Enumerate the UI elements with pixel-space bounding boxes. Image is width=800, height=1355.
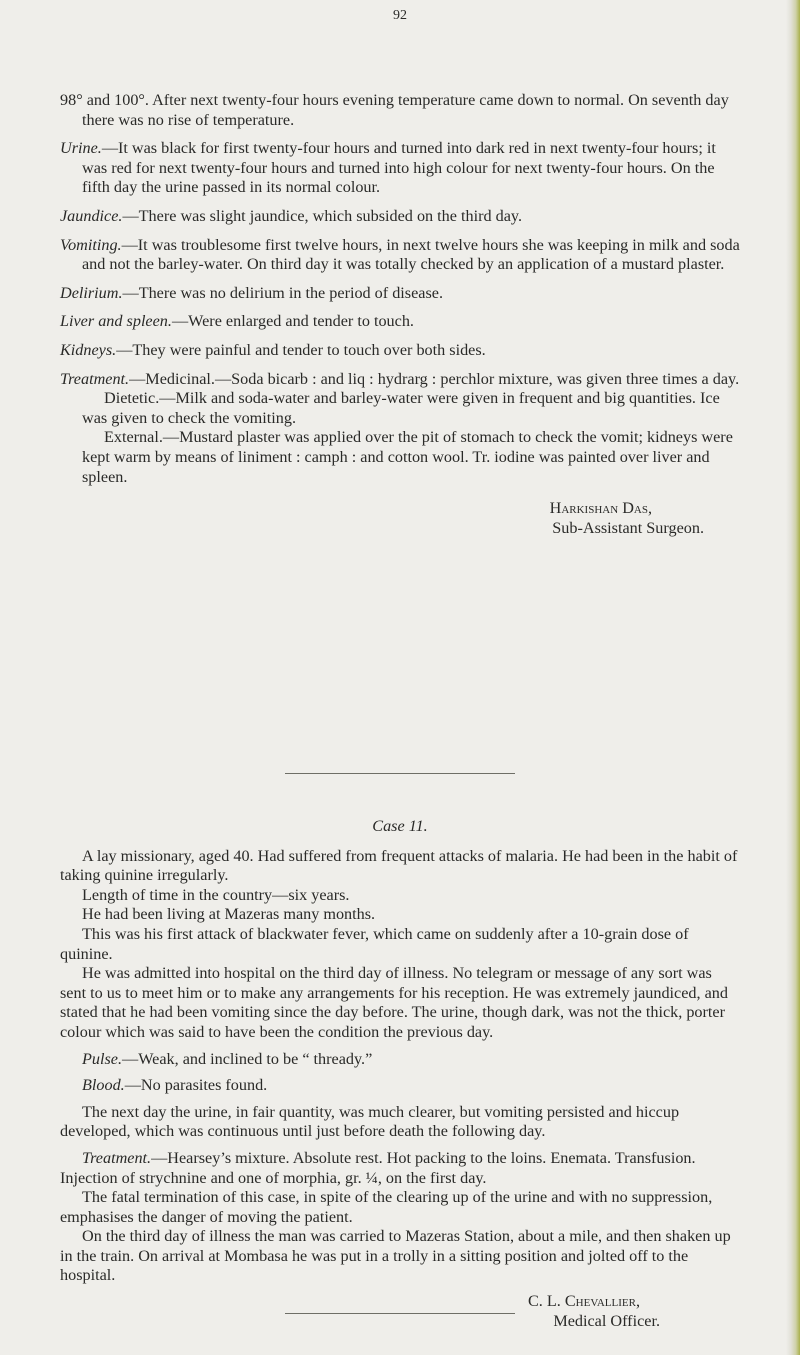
jaundice-text: —There was slight jaundice, which subsided on the third day.	[122, 206, 522, 225]
case-treatment-label: Treatment.	[82, 1148, 152, 1167]
treatment-text: —Medicinal.—Soda bicarb : and liq : hydrarg : perchlor mixture, was given three times a day.	[129, 369, 740, 388]
vomiting-label: Vomiting.	[60, 235, 122, 254]
case-paragraph-4: This was his first attack of blackwater fever, which came on suddenly after a 10-grain dose of quinine.	[60, 924, 689, 963]
case-paragraph-7: The fatal termination of this case, in spite of the clearing up of the urine and with no suppression, emphasises the danger of moving the patient.	[60, 1188, 713, 1226]
case-treatment-text: —Hearsey’s mixture. Absolute rest. Hot packing to the loins. Enemata. Transfusion. Injection of strychnine and one of morphia, gr. ¼, on the first day.	[60, 1148, 696, 1187]
case-11-section	[60, 817, 740, 1331]
page-number: 92	[393, 8, 407, 23]
liver-label: Liver and spleen.	[60, 312, 172, 331]
vomiting-paragraph	[60, 236, 740, 275]
kidneys-text: —They were painful and tender to touch over both sides.	[116, 340, 486, 359]
treatment-label: Treatment.	[60, 369, 130, 388]
temperature-paragraph: 98° and 100°. After next twenty-four hours evening temperature came down to normal. On seventh day there was no rise of temperature.	[60, 91, 729, 129]
case-signature-name: C. L. Chevallier,	[527, 1292, 640, 1311]
section-divider	[285, 773, 515, 774]
jaundice-paragraph	[60, 207, 740, 227]
signature-name: Harkishan Das,	[549, 499, 652, 518]
urine-text: —It was black for first twenty-four hours and turned into dark red in next twenty-four hours; it was red for next twenty-four hours and turned into high colour for next twenty-four hours. On the fifth day the urine passed in its normal colour.	[82, 139, 716, 197]
bottom-divider	[285, 1313, 515, 1314]
liver-paragraph	[60, 312, 740, 332]
first-case-section	[60, 91, 740, 538]
liver-text: —Were enlarged and tender to touch.	[171, 312, 414, 331]
pulse-label: Pulse.	[82, 1049, 123, 1068]
dietetic-paragraph: Dietetic.—Milk and soda-water and barley-water were given in frequent and big quantities. Ice was given to check the vomiting.	[82, 389, 720, 427]
delirium-label: Delirium.	[60, 283, 123, 302]
case-paragraph-8: On the third day of illness the man was carried to Mazeras Station, about a mile, and then shaken up in the train. On arrival at Mombasa he was put in a trolly in a sitting position and jolted off to the hospital.	[60, 1227, 731, 1285]
delirium-text: —There was no delirium in the period of disease.	[122, 283, 444, 302]
case-signature-role: Medical Officer.	[553, 1311, 660, 1330]
case-paragraph-2: Length of time in the country—six years.	[82, 885, 350, 904]
pulse-paragraph	[60, 1050, 740, 1070]
blood-label: Blood.	[82, 1076, 125, 1095]
vomiting-text: —It was troublesome first twelve hours, in next twelve hours she was keeping in milk and soda and not the barley-water. On third day it was totally checked by an application of a mustard plaster.	[82, 235, 740, 274]
case-paragraph-3: He had been living at Mazeras many months.	[82, 905, 376, 924]
kidneys-label: Kidneys.	[60, 340, 117, 359]
case-paragraph-1: A lay missionary, aged 40. Had suffered from frequent attacks of malaria. He had been in the habit of taking quinine irregularly.	[60, 846, 738, 885]
page-edge-shadow	[786, 0, 800, 1355]
kidneys-paragraph	[60, 341, 740, 361]
delirium-paragraph	[60, 284, 740, 304]
urine-paragraph	[60, 139, 740, 198]
signature-role: Sub-Assistant Surgeon.	[552, 518, 704, 537]
blood-text: —No parasites found.	[124, 1076, 268, 1095]
case-treatment-paragraph	[60, 1149, 740, 1188]
treatment-paragraph	[60, 370, 740, 390]
case-paragraph-5: He was admitted into hospital on the third day of illness. No telegram or message of any sort was sent to us to meet him or to make any arrangements for his reception. He was extremely jaundiced, and stated that he had been vomiting since the day before. The urine, though dark, was not the thick, porter colour which was said to have been the condition the previous day.	[60, 964, 728, 1041]
external-paragraph: External.—Mustard plaster was applied over the pit of stomach to check the vomit; kidneys were kept warm by means of liniment : camph : and cotton wool. Tr. iodine was painted over liver and spleen.	[82, 428, 733, 486]
case-paragraph-6: The next day the urine, in fair quantity, was much clearer, but vomiting persisted and hiccup developed, which was continuous until just before death the following day.	[60, 1102, 680, 1141]
blood-paragraph	[60, 1076, 740, 1096]
pulse-text: —Weak, and inclined to be “ thready.”	[122, 1049, 373, 1068]
jaundice-label: Jaundice.	[60, 206, 123, 225]
urine-label: Urine.	[60, 139, 102, 158]
case-title: Case 11.	[372, 817, 428, 835]
